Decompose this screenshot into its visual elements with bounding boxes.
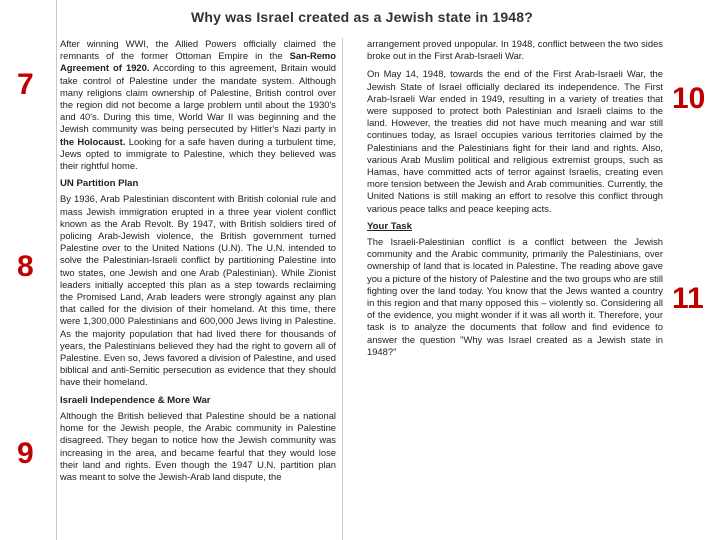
conflict-paragraph: arrangement proved unpopular. In 1948, conflict between the two sides broke out in the First Arab-Israeli War.	[367, 38, 663, 62]
document-title: Why was Israel created as a Jewish state in 1948?	[190, 9, 534, 25]
partition-plan-heading: UN Partition Plan	[60, 178, 139, 190]
intro-text-mid: According to this agreement, Britain would take control of Palestine under the mandate system. Although many religions claim ownership of Palestine, British control over the region did not become a large problem until about the 1930's and 40's. During this time, World War II was beginning and the Jewish community was being persecuted by Hitler's Nazi party in	[60, 62, 336, 135]
independence-heading: Israeli Independence & More War	[60, 394, 211, 406]
page-number-10: 10	[672, 82, 706, 115]
san-remo-term: San-Remo Agreement of 1920.	[60, 50, 336, 74]
left-column	[60, 38, 343, 540]
page-number-8: 8	[17, 250, 34, 283]
intro-text-tail: Looking for a safe haven during a turbulent time, Jews opted to immigrate to Palestine, which they believed was their rightful home.	[60, 135, 336, 172]
page-number-9: 9	[17, 437, 34, 470]
page-number-11: 11	[672, 282, 704, 315]
document-page	[56, 0, 667, 540]
holocaust-term: the Holocaust.	[60, 135, 126, 147]
declaration-paragraph: On May 14, 1948, towards the end of the First Arab-Israeli War, the Jewish State of Israel officially declared its independence. The First Arab-Israeli War ended in 1949, resulting in a variety of treaties that were supposed to protect both Palestinian and Israeli claims to the land. However, the treaties did not have much meaning and war still continues today, as Israel occupies various territories claimed by the Palestinians and the Palestinians fight for their land and rights. Also, various Arab Muslim political and religious extremist groups, such as Hamas, have committed acts of terror against Israelis, creating even more tension between the Jewish and Arab communities. Currently, the United Nations is still making an effort to resolve this conflict through various peace talks and peace keeping acts.	[367, 68, 663, 214]
partition-plan-paragraph: By 1936, Arab Palestinian discontent with British colonial rule and mass Jewish immigration erupted in a three year violent conflict known as the Arab Revolt. By 1947, with British soldiers tired of policing Arab-Jewish violence, the British government turned Palestine over to the United Nations (U.N). The U.N. intended to solve the Palestinian-Israeli conflict by partitioning Palestine into two states, one Jewish and one Arab (Palestinian). While Zionist leaders initially accepted this plan as a step towards reclaiming the Promised Land, Arab leaders were strongly against any plan that called for the division of their homeland. At this time, there were 1,300,000 Palestinians and 600,000 Jews living in Palestine. As the majority population that had lived there for thousands of years, the Palestinians believed they had the right to govern all of Palestine. Even so, Jews favored a division of Palestine, and used biblical and anti-Semitic persecution as evidence that they should have their homeland.	[60, 193, 336, 388]
task-paragraph: The Israeli-Palestinian conflict is a conflict between the Jewish community and the Arabic community, primarily the Palestinians, over ownership of land that is located in Palestine. The reading above gave you a picture of the history of Palestine and the two groups who are still fighting over the land today. You know that the Jews wanted a country in this region and that many opposed this – violently so. Considering all of the evidence, you might wonder if it was all worth it. Therefore, your task is to analyze the documents that follow and find evidence to answer the question "Why was Israel created as a Jewish state in 1948?"	[367, 236, 663, 357]
intro-text-lead: After winning WWI, the Allied Powers officially claimed the remnants of the former Ottoman Empire in the	[60, 38, 336, 62]
intro-paragraph	[60, 38, 336, 172]
your-task-heading: Your Task	[367, 220, 412, 232]
page-number-7: 7	[17, 68, 34, 101]
independence-paragraph: Although the British believed that Palestine should be a national home for the Jewish people, the Arabic community in Palestine disagreed. They began to notice how the Jewish community was increasing in the area, and became fearful that they would lose their land and rights. Even though the 1947 U.N. partition plan was meant to solve the Jewish-Arab land dispute, the	[60, 409, 336, 482]
right-column	[367, 38, 663, 540]
